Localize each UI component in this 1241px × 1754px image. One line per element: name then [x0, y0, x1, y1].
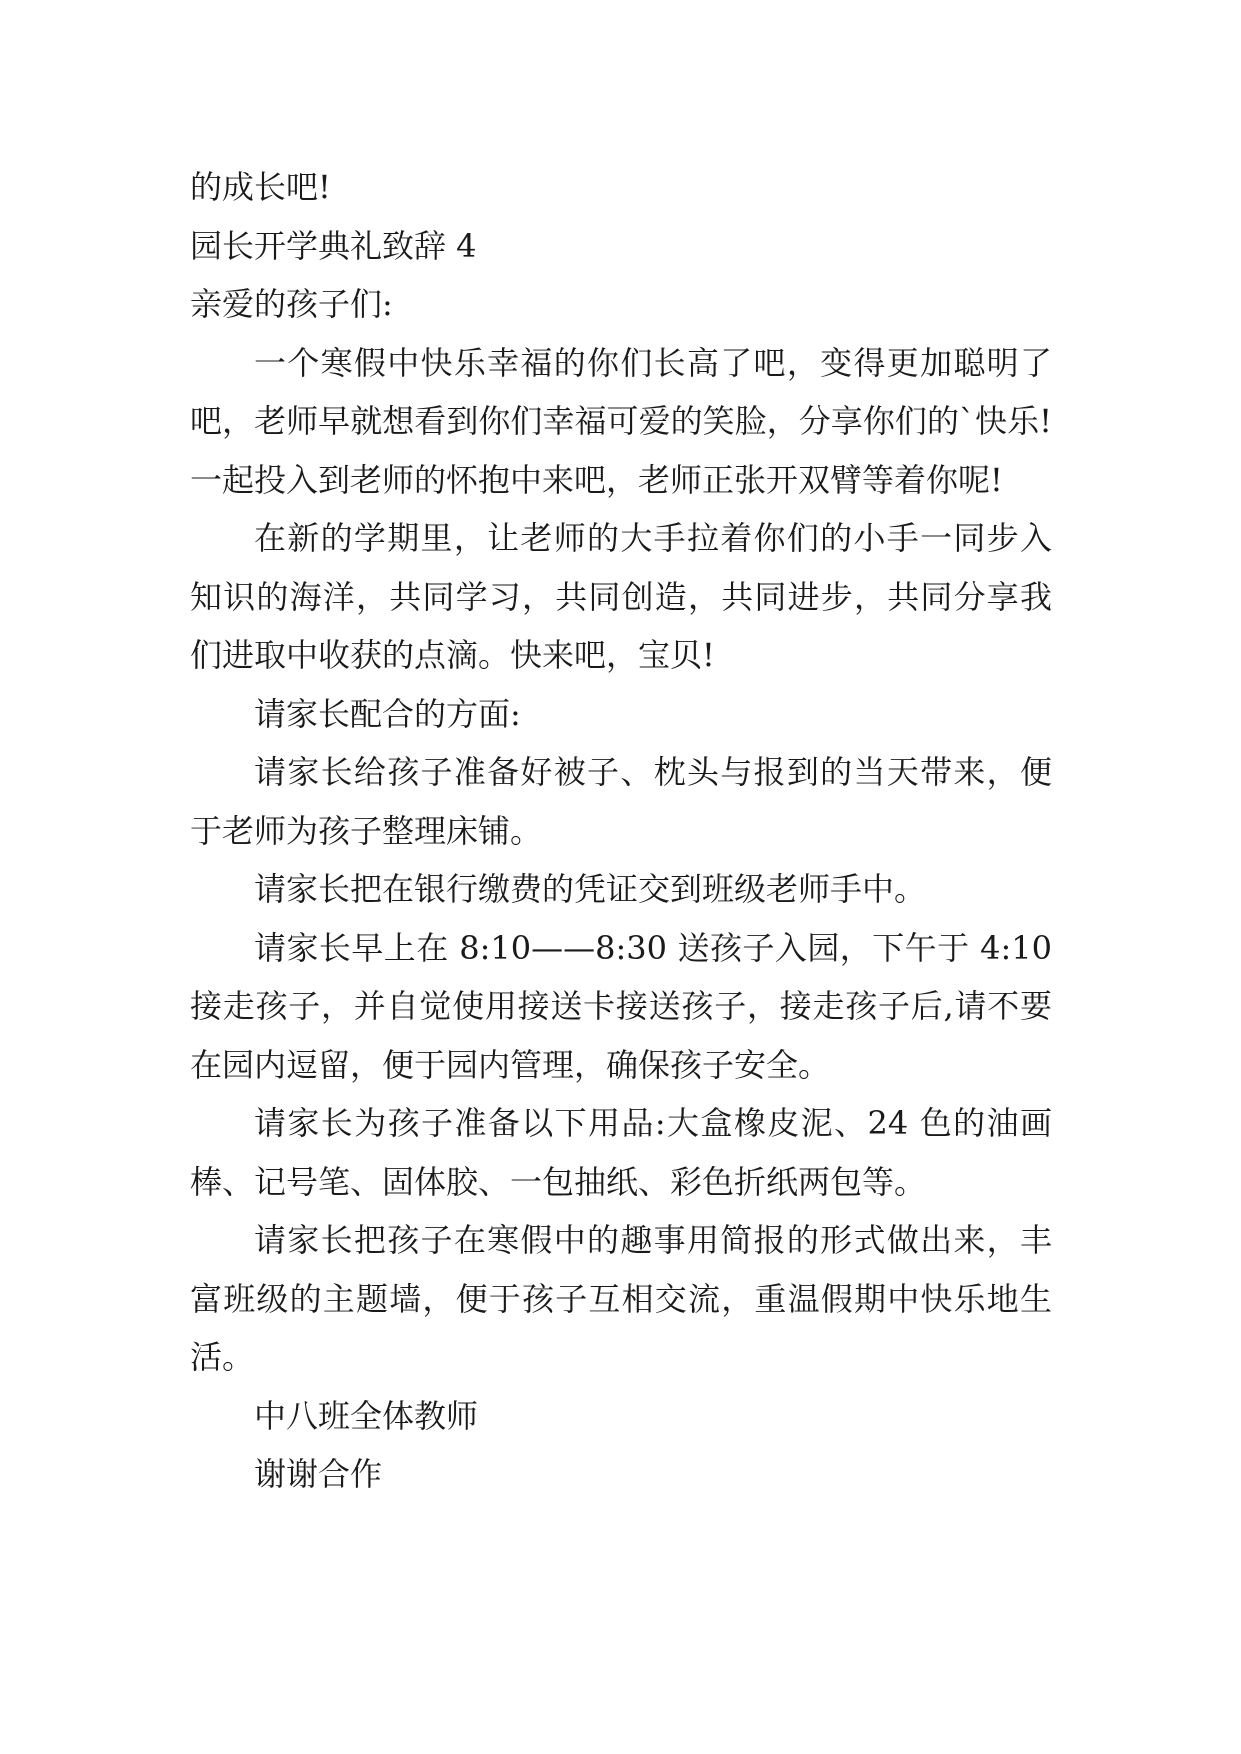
paragraph-holiday-report: 请家长把孩子在寒假中的趣事用简报的形式做出来，丰富班级的主题墙，便于孩子互相交流，重温假期中快乐地生活。 — [190, 1221, 1052, 1376]
previous-section-tail: 的成长吧! — [190, 168, 331, 206]
paragraph-new-semester: 在新的学期里，让老师的大手拉着你们的小手一同步入知识的海洋，共同学习，共同创造，共同进步，共同分享我们进取中收获的点滴。快来吧，宝贝! — [190, 519, 1052, 674]
paragraph-greeting: 一个寒假中快乐幸福的你们长高了吧，变得更加聪明了吧，老师早就想看到你们幸福可爱的笑脸，分享你们的`快乐!一起投入到老师的怀抱中来吧，老师正张开双臂等着你呢! — [190, 343, 1052, 499]
closing-thanks: 谢谢合作 — [254, 1455, 383, 1493]
paragraph-drop-off-pick-up: 请家长早上在 8:10——8:30 送孩子入园，下午于 4:10 接走孩子，并自觉使用接送卡接送孩子，接走孩子后,请不要在园内逗留，便于园内管理，确保孩子安全。 — [190, 928, 1052, 1084]
parent-cooperation-heading: 请家长配合的方面: — [254, 694, 521, 733]
paragraph-payment-receipt: 请家长把在银行缴费的凭证交到班级老师手中。 — [254, 870, 927, 908]
paragraph-supplies: 请家长为孩子准备以下用品:大盒橡皮泥、24 色的油画棒、记号笔、固体胶、一包抽纸、彩色折纸两包等。 — [190, 1104, 1052, 1201]
salutation: 亲爱的孩子们: — [190, 285, 393, 323]
speech-title: 园长开学典礼致辞 4 — [190, 226, 477, 265]
paragraph-bedding: 请家长给孩子准备好被子、枕头与报到的当天带来，便于老师为孩子整理床铺。 — [190, 753, 1052, 850]
signature-teachers: 中八班全体教师 — [254, 1396, 479, 1435]
document-page — [190, 158, 1052, 1504]
